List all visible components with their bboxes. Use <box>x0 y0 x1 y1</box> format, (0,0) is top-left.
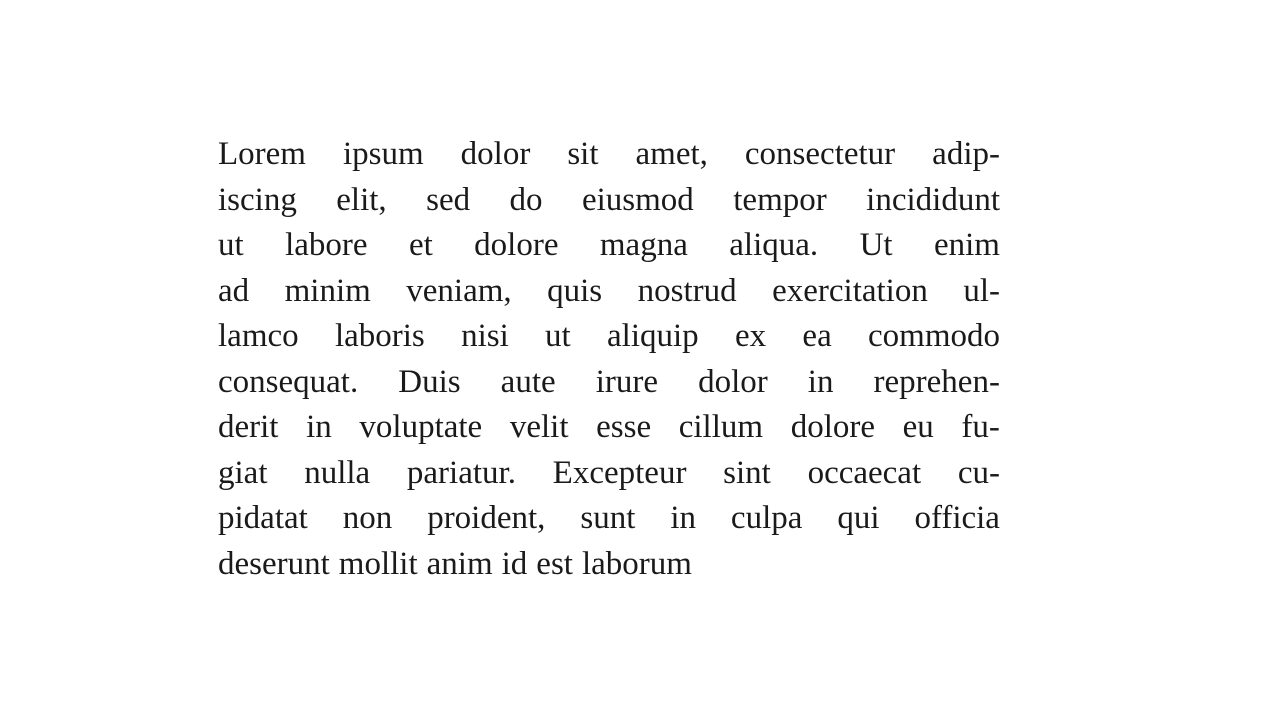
word: et <box>408 227 433 263</box>
paragraph-line <box>218 132 1000 178</box>
body-paragraph <box>218 132 1000 587</box>
word: in <box>807 363 834 400</box>
paragraph-line <box>218 542 1000 588</box>
word: occaecat <box>807 454 922 491</box>
word: sed <box>426 181 471 218</box>
word: anim <box>426 545 493 582</box>
word: esse <box>596 409 652 445</box>
word: ipsum <box>342 136 424 172</box>
word: Duis <box>398 363 461 400</box>
word: officia <box>914 500 1000 536</box>
word: lamco <box>218 318 299 354</box>
word: enim <box>933 227 1000 263</box>
word: tempor <box>733 181 827 218</box>
word: sit <box>567 136 599 172</box>
paragraph-line <box>218 451 1000 497</box>
paragraph-line <box>218 314 1000 360</box>
word: dolor <box>698 363 768 400</box>
paragraph-line <box>218 269 1000 315</box>
word: Lorem <box>218 136 306 172</box>
paragraph-line <box>218 223 1000 269</box>
word: cillum <box>678 409 764 445</box>
word: giat <box>218 454 268 491</box>
word: in <box>670 500 696 536</box>
word: irure <box>595 363 658 400</box>
word: eiusmod <box>581 181 694 218</box>
word: qui <box>837 500 880 536</box>
word: nulla <box>304 454 371 491</box>
word: magna <box>599 227 688 263</box>
word: deserunt <box>218 545 330 582</box>
word: ut <box>218 227 244 263</box>
word: sunt <box>580 500 636 536</box>
word: derit <box>218 409 279 445</box>
word: velit <box>509 409 569 445</box>
word: dolor <box>460 136 531 172</box>
word: quis <box>547 272 603 309</box>
word: consectetur <box>744 136 896 172</box>
word: elit, <box>336 181 387 218</box>
word: in <box>306 409 332 445</box>
word: eu <box>902 409 934 445</box>
word: ut <box>545 318 571 354</box>
word: minim <box>284 272 371 309</box>
word: adip- <box>932 136 1000 172</box>
word: dolore <box>790 409 875 445</box>
word: commodo <box>868 318 1000 354</box>
word: pidatat <box>218 500 308 536</box>
word: consequat. <box>218 363 359 400</box>
word: proident, <box>427 500 546 536</box>
word: voluptate <box>359 409 483 445</box>
word: dolore <box>474 227 559 263</box>
word: exercitation <box>772 272 928 309</box>
word: ad <box>218 272 250 309</box>
word: cu- <box>957 454 1000 491</box>
word: amet, <box>635 136 708 172</box>
word: culpa <box>730 500 803 536</box>
word: labore <box>285 227 368 263</box>
word: aute <box>500 363 556 400</box>
word: sint <box>723 454 771 491</box>
word: nostrud <box>637 272 737 309</box>
word: id <box>501 545 528 582</box>
word: do <box>509 181 543 218</box>
word: incididunt <box>866 181 1000 218</box>
word: pariatur. <box>406 454 516 491</box>
word: laboris <box>334 318 425 354</box>
word: mollit <box>338 545 418 582</box>
word: laborum <box>581 545 692 582</box>
word: nisi <box>461 318 509 354</box>
word: fu- <box>961 409 1000 445</box>
paragraph-line <box>218 360 1000 406</box>
word: est <box>536 545 573 582</box>
word: Excepteur <box>552 454 687 491</box>
word: ul- <box>963 272 1000 309</box>
word: ea <box>802 318 832 354</box>
paragraph-line <box>218 405 1000 451</box>
word: aliqua. <box>729 227 819 263</box>
word: non <box>342 500 393 536</box>
word: Ut <box>859 227 893 263</box>
word: ex <box>734 318 767 354</box>
word: veniam, <box>406 272 512 309</box>
word: reprehen- <box>873 363 1000 400</box>
paragraph-line <box>218 496 1000 542</box>
word: iscing <box>218 181 297 218</box>
word: aliquip <box>607 318 699 354</box>
paragraph-line <box>218 178 1000 224</box>
